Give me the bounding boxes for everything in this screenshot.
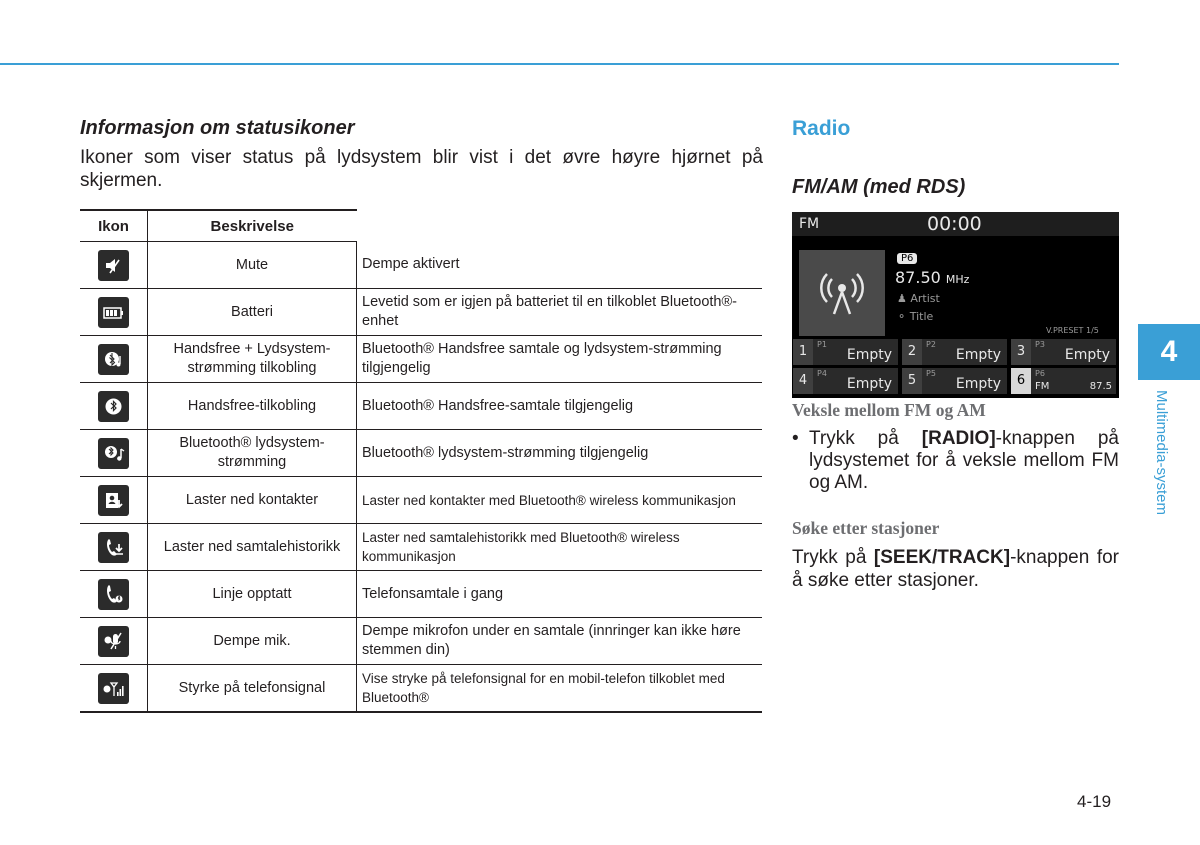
vpreset-label: V.PRESET 1/5 <box>1046 326 1099 335</box>
preset-number: 6 <box>1011 368 1031 394</box>
icon-description: Levetid som er igjen på batteriet til en tilkoblet Bluetooth®-enhet <box>357 289 763 336</box>
frequency-value: 87.50 <box>895 268 941 287</box>
preset-label: P2 <box>926 340 936 349</box>
tag-icon: ⚬ <box>897 310 907 323</box>
preset-button-5[interactable] <box>902 368 1007 394</box>
icon-name: Batteri <box>148 289 357 336</box>
icon-description: Vise stryke på telefonsignal for en mobil-telefon tilkoblet med Bluetooth® <box>357 665 763 713</box>
icon-description: Telefonsamtale i gang <box>357 571 763 618</box>
icon-cell <box>80 336 148 383</box>
band-label: FM <box>799 216 820 232</box>
section-heading: Informasjon om statusikoner <box>80 117 355 139</box>
icon-name: Styrke på telefonsignal <box>148 665 357 713</box>
preset-number: 1 <box>793 339 813 365</box>
preset-frequency: 87.5 <box>1089 381 1112 392</box>
bluetooth-handsfree-icon <box>98 391 129 422</box>
bluetooth-audio-icon <box>98 438 129 469</box>
table-header-row <box>80 210 762 242</box>
table-row <box>80 665 762 713</box>
battery-icon <box>98 297 129 328</box>
fmam-subheading: FM/AM (med RDS) <box>792 176 966 198</box>
artist-row <box>897 292 940 305</box>
preset-button-6[interactable] <box>1011 368 1116 394</box>
mute-icon <box>98 250 129 281</box>
table-row <box>80 477 762 524</box>
download-call-history-icon <box>98 532 129 563</box>
bullet-text: Trykk på [RADIO]-knappen på lydsystemet for å veksle mellom FM og AM. <box>809 428 1119 493</box>
preset-text: Empty <box>1064 347 1110 363</box>
intro-paragraph: Ikoner som viser status på lydsystem blir vist i det øvre høyre hjørnet på skjermen. <box>80 147 763 191</box>
top-rule <box>0 63 1119 65</box>
frequency-unit: MHz <box>945 273 970 286</box>
preset-band: FM <box>1035 381 1050 392</box>
table-row <box>80 430 762 477</box>
chapter-title: Multimedia-system <box>1153 390 1170 516</box>
table-row <box>80 618 762 665</box>
screen-header <box>792 212 1119 236</box>
seek-key: [SEEK/TRACK] <box>873 547 1011 568</box>
preset-number: 2 <box>902 339 922 365</box>
switch-band-heading: Veksle mellom FM og AM <box>792 400 986 420</box>
preset-label: P6 <box>1035 369 1045 378</box>
table-row <box>80 383 762 430</box>
page-number: 4-19 <box>1077 792 1112 811</box>
radio-key: [RADIO] <box>921 428 996 449</box>
table-row <box>80 242 762 289</box>
seek-paragraph: Trykk på [SEEK/TRACK]-knappen for å søke etter stasjoner. <box>792 547 1119 591</box>
icon-description: Laster ned samtalehistorikk med Bluetooth® wireless kommunikasjon <box>357 524 763 571</box>
icon-description: Dempe aktivert <box>357 242 763 289</box>
icon-name: Dempe mik. <box>148 618 357 665</box>
clock: 00:00 <box>927 213 982 235</box>
icon-cell <box>80 383 148 430</box>
status-icon-table <box>80 209 762 713</box>
icon-name: Linje opptatt <box>148 571 357 618</box>
download-contacts-icon <box>98 485 129 516</box>
preset-button-2[interactable] <box>902 339 1007 365</box>
person-icon: ♟ <box>897 292 907 305</box>
preset-text: Empty <box>955 347 1001 363</box>
preset-number: 5 <box>902 368 922 394</box>
icon-name: Laster ned kontakter <box>148 477 357 524</box>
icon-description: Dempe mikrofon under en samtale (innringer kan ikke høre stemmen din) <box>357 618 763 665</box>
icon-cell <box>80 289 148 336</box>
chapter-tab: 4 <box>1138 324 1200 380</box>
preset-label: P3 <box>1035 340 1045 349</box>
mic-mute-icon <box>98 626 129 657</box>
line-busy-icon <box>98 579 129 610</box>
preset-button-4[interactable] <box>793 368 898 394</box>
icon-name: Handsfree + Lydsystem-strømming tilkobling <box>148 336 357 383</box>
preset-number: 3 <box>1011 339 1031 365</box>
header-description: Beskrivelse <box>148 210 357 242</box>
preset-label: P1 <box>817 340 827 349</box>
preset-button-3[interactable] <box>1011 339 1116 365</box>
artist-label: Artist <box>910 292 940 305</box>
icon-cell <box>80 665 148 713</box>
preset-text: Empty <box>955 376 1001 392</box>
preset-number: 4 <box>793 368 813 394</box>
table-row <box>80 336 762 383</box>
icon-description: Bluetooth® lydsystem-strømming tilgjengelig <box>357 430 763 477</box>
preset-text: Empty <box>846 347 892 363</box>
icon-name: Bluetooth® lydsystem-strømming <box>148 430 357 477</box>
radio-art <box>799 250 885 336</box>
icon-description: Bluetooth® Handsfree samtale og lydsystem-strømming tilgjengelig <box>357 336 763 383</box>
icon-cell <box>80 524 148 571</box>
icon-name: Mute <box>148 242 357 289</box>
icon-description: Laster ned kontakter med Bluetooth® wireless kommunikasjon <box>357 477 763 524</box>
preset-text: Empty <box>846 376 892 392</box>
preset-label: P5 <box>926 369 936 378</box>
icon-cell <box>80 571 148 618</box>
bluetooth-handsfree-audio-icon <box>98 344 129 375</box>
icon-cell <box>80 618 148 665</box>
icon-cell <box>80 430 148 477</box>
signal-strength-icon <box>98 673 129 704</box>
title-row <box>897 310 933 323</box>
header-icon: Ikon <box>80 210 148 242</box>
bullet-dot: • <box>792 428 799 449</box>
preset-label: P4 <box>817 369 827 378</box>
icon-description: Bluetooth® Handsfree-samtale tilgjengelig <box>357 383 763 430</box>
radio-heading: Radio <box>792 117 851 140</box>
icon-name: Handsfree-tilkobling <box>148 383 357 430</box>
icon-cell <box>80 477 148 524</box>
search-stations-heading: Søke etter stasjoner <box>792 518 940 538</box>
icon-cell <box>80 242 148 289</box>
title-label: Title <box>909 310 934 323</box>
table-row <box>80 524 762 571</box>
icon-name: Laster ned samtalehistorikk <box>148 524 357 571</box>
radio-screen <box>792 212 1119 398</box>
preset-badge: P6 <box>897 253 917 264</box>
table-row <box>80 289 762 336</box>
preset-button-1[interactable] <box>793 339 898 365</box>
frequency-display <box>895 268 969 287</box>
table-row <box>80 571 762 618</box>
antenna-icon <box>817 268 867 318</box>
